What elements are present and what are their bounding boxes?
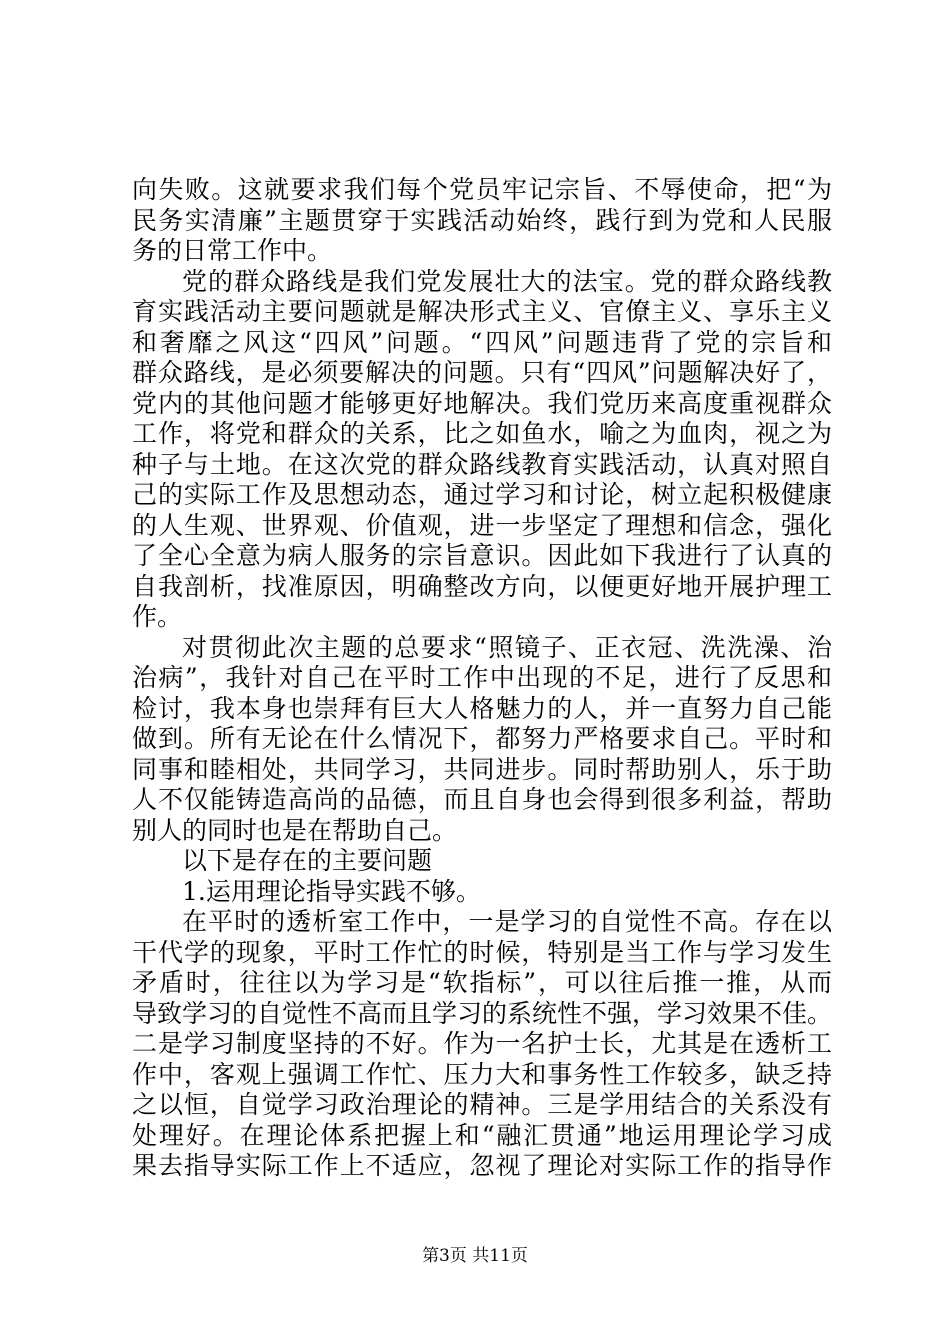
- text-line: 二是学习制度坚持的不好。作为一名护士长，尤其是在透析工: [132, 1029, 832, 1058]
- text-line: 自我剖析，找准原因，明确整改方向，以便更好地开展护理工: [132, 571, 832, 601]
- text-line: 以下是存在的主要问题: [182, 846, 433, 875]
- text-line: 务的日常工作中。: [132, 236, 333, 265]
- text-line: 党内的其他问题才能够更好地解决。我们党历来高度重视群众: [132, 388, 832, 418]
- text-line: 作中，客观上强调工作忙、压力大和事务性工作较多，缺乏持: [132, 1059, 832, 1089]
- text-line: 了全心全意为病人服务的宗旨意识。因此如下我进行了认真的: [132, 541, 832, 570]
- text-line: 治病”，我针对自己在平时工作中出现的不足，进行了反思和: [132, 663, 832, 692]
- text-line: 党的群众路线是我们党发展壮大的法宝。党的群众路线教: [182, 266, 832, 296]
- body-text: [132, 175, 832, 1182]
- text-line: 同事和睦相处，共同学习，共同进步。同时帮助别人，乐于助: [132, 754, 832, 784]
- text-line: 在平时的透析室工作中，一是学习的自觉性不高。存在以: [182, 907, 832, 936]
- text-line: 导致学习的自觉性不高而且学习的系统性不强，学习效果不佳。: [132, 998, 833, 1028]
- text-line: 的人生观、世界观、价值观，进一步坚定了理想和信念，强化: [132, 510, 832, 540]
- text-line: 对贯彻此次主题的总要求“照镜子、正衣冠、洗洗澡、治: [182, 632, 832, 662]
- text-line: 干代学的现象，平时工作忙的时候，特别是当工作与学习发生: [132, 937, 832, 967]
- text-line: 果去指导实际工作上不适应，忽视了理论对实际工作的指导作: [132, 1151, 832, 1180]
- text-line: 1.运用理论指导实践不够。: [182, 876, 481, 906]
- text-line: 矛盾时，往往以为学习是“软指标”，可以往后推一推，从而: [132, 968, 832, 997]
- text-line: 和奢靡之风这“四风”问题。“四风”问题违背了党的宗旨和: [132, 327, 832, 357]
- text-line: 人不仅能铸造高尚的品德，而且自身也会得到很多利益，帮助: [132, 785, 832, 814]
- text-line: 作。: [132, 602, 183, 631]
- text-line: 民务实清廉”主题贯穿于实践活动始终，践行到为党和人民服: [132, 205, 832, 235]
- text-line: 之以恒，自觉学习政治理论的精神。三是学用结合的关系没有: [132, 1090, 832, 1119]
- page-number-footer: 第3页 共11页: [422, 1246, 528, 1266]
- text-line: 处理好。在理论体系把握上和“融汇贯通”地运用理论学习成: [132, 1120, 832, 1150]
- text-line: 种子与土地。在这次党的群众路线教育实践活动，认真对照自: [132, 449, 832, 479]
- text-line: 育实践活动主要问题就是解决形式主义、官僚主义、享乐主义: [132, 297, 832, 326]
- text-line: 向失败。这就要求我们每个党员牢记宗旨、不辱使命，把“为: [132, 175, 832, 204]
- text-line: 己的实际工作及思想动态，通过学习和讨论，树立起积极健康: [132, 480, 832, 509]
- text-line: 别人的同时也是在帮助自己。: [132, 815, 458, 845]
- text-line: 检讨，我本身也崇拜有巨大人格魅力的人，并一直努力自己能: [132, 693, 832, 723]
- text-line: 群众路线，是必须要解决的问题。只有“四风”问题解决好了，: [132, 358, 832, 387]
- text-line: 做到。所有无论在什么情况下，都努力严格要求自己。平时和: [132, 724, 832, 753]
- text-line: 工作，将党和群众的关系，比之如鱼水，喻之为血肉，视之为: [132, 419, 832, 448]
